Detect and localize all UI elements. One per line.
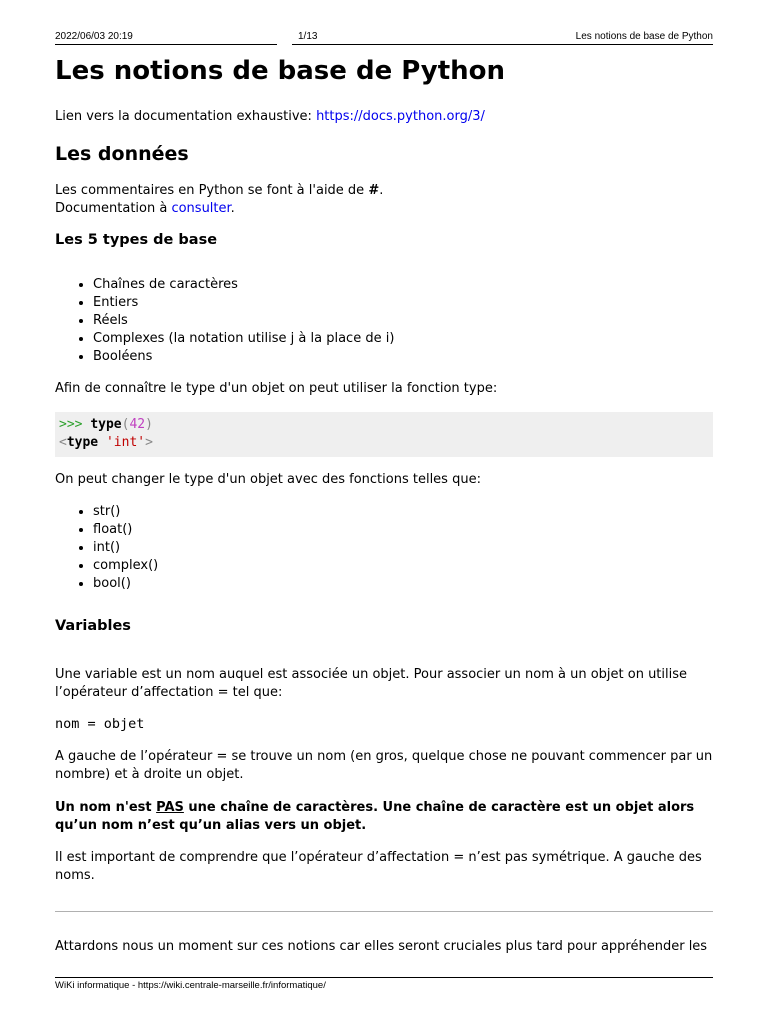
comments-text: Les commentaires en Python se font à l'aide de: [55, 183, 369, 198]
intro-text: Lien vers la documentation exhaustive:: [55, 109, 317, 124]
conversion-functions-list: [55, 503, 158, 593]
code-arg: 42: [129, 417, 146, 432]
variables-bold-note: [55, 799, 713, 835]
code-func: type: [90, 417, 122, 432]
types-list: [55, 276, 394, 366]
bold-note-underlined: PAS: [156, 800, 184, 815]
code-prompt: >>>: [59, 417, 91, 432]
page-title: Les notions de base de Python: [55, 56, 506, 86]
section-heading-donnees: Les données: [55, 143, 189, 165]
bold-note-post: une chaîne de caractères. Une chaîne de caractère est un objet alors qu’un nom n’est qu’un alias vers un objet.: [55, 800, 695, 833]
list-item: • int(): [93, 539, 158, 557]
list-item: • Booléens: [93, 348, 394, 366]
intro-paragraph: [55, 108, 485, 126]
page-header: [55, 31, 713, 45]
variables-paragraph-2: A gauche de l’opérateur = se trouve un nom (en gros, quelque chose ne pouvant commencer par un nombre) et à droite un objet.: [55, 749, 713, 782]
code-paren-close: ): [145, 417, 153, 432]
comments-paragraph: [55, 182, 383, 218]
doc-text: Documentation à: [55, 201, 172, 216]
list-item: • Chaînes de caractères: [93, 276, 394, 294]
subheading-variables: Variables: [55, 618, 131, 634]
header-page-number: 1/13: [298, 31, 318, 42]
header-datetime: 2022/06/03 20:19: [55, 31, 133, 42]
header-rule-right: [292, 44, 713, 45]
horizontal-rule: [55, 911, 713, 912]
variables-paragraph-3: Il est important de comprendre que l’opérateur d’affectation = n’est pas symétrique. A gauche des noms.: [55, 850, 702, 883]
list-item: • Réels: [93, 312, 394, 330]
hash-symbol: #: [368, 183, 380, 198]
python-docs-link[interactable]: https://docs.python.org/3/: [316, 109, 485, 124]
list-item: • Entiers: [93, 294, 394, 312]
list-item: • float(): [93, 521, 158, 539]
code-block-type: [55, 412, 713, 457]
variables-paragraph-1: Une variable est un nom auquel est associée un objet. Pour associer un nom à un objet on utilise l’opérateur d’affectation = tel que:: [55, 667, 688, 700]
header-rule-left: [55, 44, 277, 45]
code-out-space: [98, 435, 106, 450]
code-line-input: [59, 416, 153, 434]
assignment-code: nom = objet: [55, 716, 145, 732]
list-item: • bool(): [93, 575, 158, 593]
code-line-output: [59, 434, 153, 452]
code-out-str: 'int': [105, 435, 146, 450]
type-intro-paragraph: Afin de connaître le type d'un objet on peut utiliser la fonction type:: [55, 381, 498, 396]
code-out-gt: >: [145, 435, 153, 450]
bold-note-pre: Un nom n'est: [55, 800, 157, 815]
footer-text: WiKi informatique - https://wiki.centrale-marseille.fr/informatique/: [55, 980, 326, 991]
change-intro-paragraph: On peut changer le type d'un objet avec des fonctions telles que:: [55, 472, 481, 487]
list-item: • str(): [93, 503, 158, 521]
code-paren-open: (: [121, 417, 130, 432]
list-item: • complex(): [93, 557, 158, 575]
comments-period: .: [379, 183, 384, 198]
code-out-lt: <: [59, 435, 67, 450]
page-footer: [55, 977, 713, 991]
header-doc-title: Les notions de base de Python: [575, 31, 713, 42]
doc-period: .: [230, 201, 235, 216]
code-out-kw: type: [66, 435, 99, 450]
subheading-types: Les 5 types de base: [55, 232, 218, 248]
list-item: • Complexes (la notation utilise j à la place de i): [93, 330, 394, 348]
consulter-link[interactable]: consulter: [171, 201, 231, 216]
variables-paragraph-4: Attardons nous un moment sur ces notions car elles seront cruciales plus tard pour appréhender les: [55, 939, 708, 954]
